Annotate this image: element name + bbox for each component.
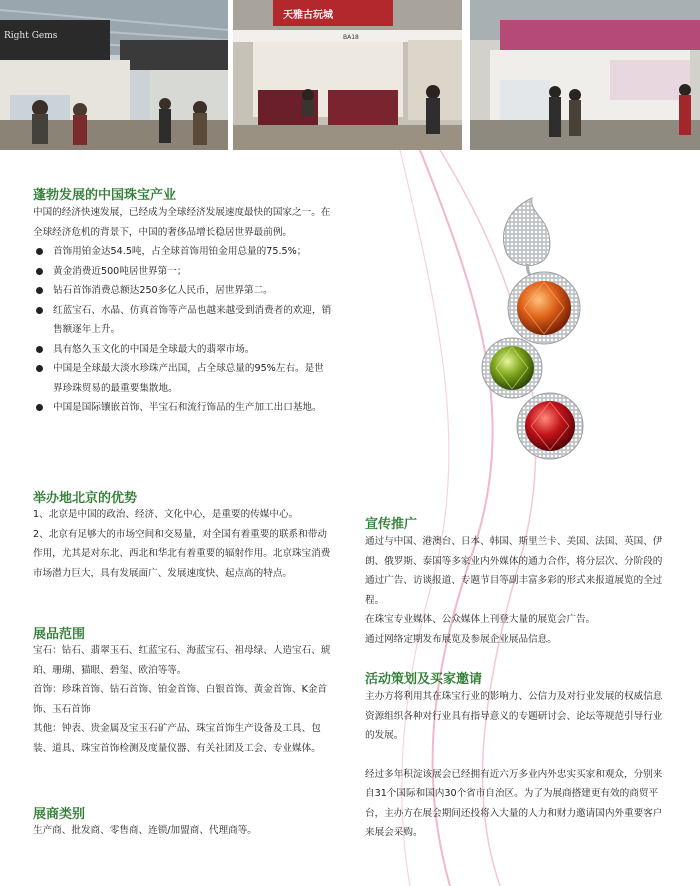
industry-intro: 中国的经济快速发展，已经成为全球经济发展速度最快的国家之一。在全球经济危机的背景下，中国的奢侈品增长稳居世界最前例。 <box>33 207 331 238</box>
exhibits-other: 其他：钟表、贵金属及宝玉石矿产品、珠宝首饰生产设备及工具、包装、道具、珠宝首饰检测及度量仪器、有关社团及工会、专业媒体。 <box>33 723 321 754</box>
exhibits-gems: 宝石：钻石、翡翠玉石、红蓝宝石、海蓝宝石、祖母绿、人造宝石、琥珀、珊瑚、猫眼、碧玺、欧泊等等。 <box>33 645 331 676</box>
promotion-para-2: 在珠宝专业媒体、公众媒体上刊登大量的展览会广告。 <box>365 614 596 625</box>
photo1-sign-text: Right Gems <box>4 31 58 41</box>
activities-para-1: 主办方将利用其在珠宝行业的影响力、公信力及对行业发展的权威信息资源组织各种对行业具有指导意义的专题研讨会、论坛等规范引导行业的发展。 <box>365 691 663 741</box>
list-item: 红蓝宝石、水晶、仿真首饰等产品也越来越受到消费者的欢迎，销售额逐年上升。 <box>33 301 333 340</box>
list-item: 首饰用铂金达54.5吨，占全球首饰用铂金用总量的75.5%； <box>33 242 333 262</box>
exhibits-jewelry: 首饰：珍珠首饰、钻石首饰、铂金首饰、白银首饰、黄金首饰、K金首饰、玉石首饰 <box>33 684 328 715</box>
list-item: 中国是全球最大淡水珍珠产出国，占全球总量的95%左右。是世界珍珠贸易的最重要集散地。 <box>33 359 333 398</box>
section-exhibitor-types-body <box>33 821 333 841</box>
promotion-para-1: 通过与中国、港澳台、日本、韩国、斯里兰卡、美国、法国、英国、伊朗、俄罗斯、泰国等多家业内外媒体的通力合作，将分层次、分阶段的通过广告、访谈报道、专题节目等副丰富多彩的形式来报道展览的全过程。 <box>365 536 663 606</box>
photo2-booth-text: BA18 <box>343 34 359 41</box>
section-title-promotion: 宣传推广 <box>365 517 418 532</box>
section-exhibits-body <box>33 641 333 758</box>
section-activities-body <box>365 687 670 843</box>
section-title-exhibits: 展品范围 <box>33 627 86 642</box>
exhibition-hall-photo-2 <box>233 0 462 150</box>
section-title-industry: 蓬勃发展的中国珠宝产业 <box>33 188 177 203</box>
section-title-exhibitor-types: 展商类别 <box>33 807 86 822</box>
exhibitor-types: 生产商、批发商、零售商、连锁/加盟商、代理商等。 <box>33 825 257 836</box>
list-item: 具有悠久玉文化的中国是全球最大的翡翠市场。 <box>33 340 333 360</box>
list-item: 钻石首饰消费总额达250多亿人民币，居世界第二。 <box>33 281 333 301</box>
section-industry-body <box>33 203 333 418</box>
section-title-beijing: 举办地北京的优势 <box>33 491 138 506</box>
list-item: 黄金消费近500吨居世界第一； <box>33 262 333 282</box>
beijing-point-1: 1、北京是中国的政治、经济、文化中心，是重要的传媒中心。 <box>33 509 299 520</box>
gemstone-pendant-image <box>470 190 600 470</box>
activities-para-2: 经过多年积淀该展会已经拥有近六万多业内外忠实买家和观众，分别来自31个国际和国内30个省市自治区。为了为展商搭建更有效的商贸平台，主办方在展会期间还投将入大量的人力和财力邀请国内外重要客户来展会采购。 <box>365 768 663 838</box>
photo2-sign-text: 天雅古玩城 <box>283 10 333 21</box>
list-item: 中国是国际镶嵌首饰、半宝石和流行饰品的生产加工出口基地。 <box>33 398 333 418</box>
promotion-para-3: 通过网络定期发布展览及参展企业展品信息。 <box>365 633 557 645</box>
section-title-activities: 活动策划及买家邀请 <box>365 672 483 687</box>
section-beijing-body <box>33 505 333 583</box>
industry-bullet-list <box>33 242 333 418</box>
beijing-point-2: 2、北京有足够大的市场空间和交易量，对全国有着重要的联系和带动作用，尤其是对东北、西北和华北有着重要的辐射作用。北京珠宝消费市场潜力巨大，具有发展面广、发展速度快、起点高的特点。 <box>33 528 331 579</box>
exhibition-hall-photo-1 <box>0 0 228 150</box>
section-promotion-body <box>365 532 670 649</box>
exhibition-hall-photo-3 <box>470 0 700 150</box>
